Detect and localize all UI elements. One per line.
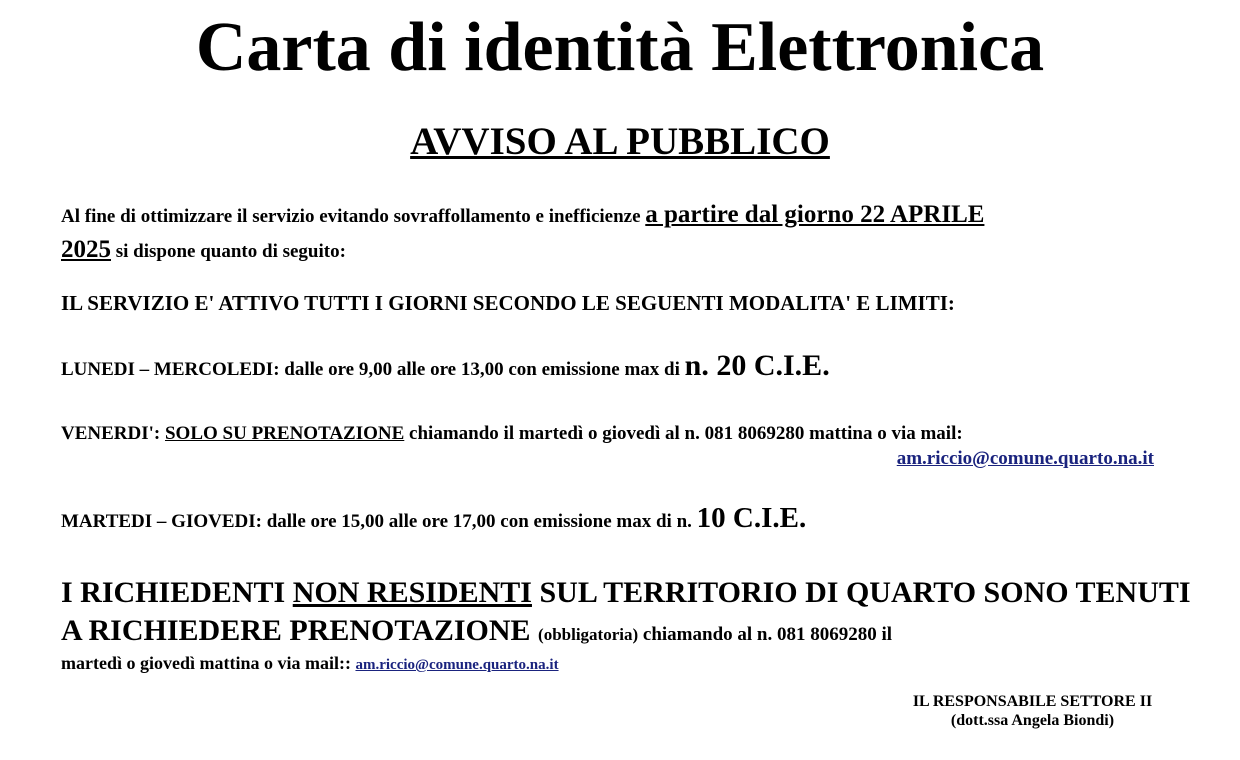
- monday-wednesday-schedule: [61, 348, 1191, 388]
- non-residents-text-3: chiamando al n. 081 8069280 il: [638, 624, 893, 645]
- non-residents-mandatory: (obbligatoria): [538, 625, 639, 644]
- non-residents-line-2: [61, 652, 559, 676]
- signature-block: [880, 692, 1185, 730]
- notice-heading: [0, 120, 1240, 164]
- friday-booking-only: SOLO SU PRENOTAZIONE: [164, 423, 405, 444]
- tuesday-thursday-text: MARTEDI – GIOVEDI: dalle ore 15,00 alle ore 17,00 con emissione max di n.: [61, 511, 697, 532]
- intro-date-highlight: a partire dal giorno 22 APRILE: [645, 201, 985, 228]
- non-residents-notice: [61, 574, 1191, 654]
- signature-name: (dott.ssa Angela Biondi): [950, 712, 1115, 729]
- intro-text-end: si dispone quanto di seguito:: [111, 241, 346, 262]
- intro-year-highlight: 2025: [61, 236, 111, 263]
- intro-text: Al fine di ottimizzare il servizio evitando sovraffollamento e inefficienze: [61, 206, 646, 227]
- friday-prefix: VENERDI':: [61, 423, 165, 444]
- service-line: IL SERVIZIO E' ATTIVO TUTTI I GIORNI SECONDO LE SEGUENTI MODALITA' E LIMITI:: [61, 291, 955, 315]
- tuesday-thursday-limit: 10 C.I.E.: [696, 502, 807, 534]
- non-residents-text-2: SUL TERRITORIO DI QUARTO SONO TENUTI A RICHIEDERE PRENOTAZIONE: [61, 576, 1191, 647]
- page-title: Carta di identità Elettronica: [195, 9, 1045, 86]
- monday-wednesday-limit: n. 20 C.I.E.: [684, 349, 830, 382]
- friday-email-row: [61, 448, 1154, 470]
- non-residents-line-2-text: martedì o giovedì mattina o via mail::: [61, 653, 356, 673]
- non-residents-text-1: I RICHIEDENTI: [61, 576, 293, 609]
- friday-email-link[interactable]: am.riccio@comune.quarto.na.it: [896, 448, 1154, 469]
- monday-wednesday-text: LUNEDI – MERCOLEDI: dalle ore 9,00 alle ore 13,00 con emissione max di: [61, 359, 685, 380]
- non-residents-email-link[interactable]: am.riccio@comune.quarto.na.it: [355, 657, 559, 673]
- friday-schedule: [61, 422, 1191, 446]
- intro-paragraph: [61, 198, 1191, 268]
- tuesday-thursday-schedule: [61, 500, 1191, 540]
- non-residents-underlined: NON RESIDENTI: [292, 576, 532, 609]
- notice-heading-text: AVVISO AL PUBBLICO: [410, 120, 830, 163]
- friday-text: chiamando il martedì o giovedì al n. 081 8069280 mattina o via mail:: [404, 423, 963, 444]
- signature-role: IL RESPONSABILE SETTORE II: [912, 693, 1153, 710]
